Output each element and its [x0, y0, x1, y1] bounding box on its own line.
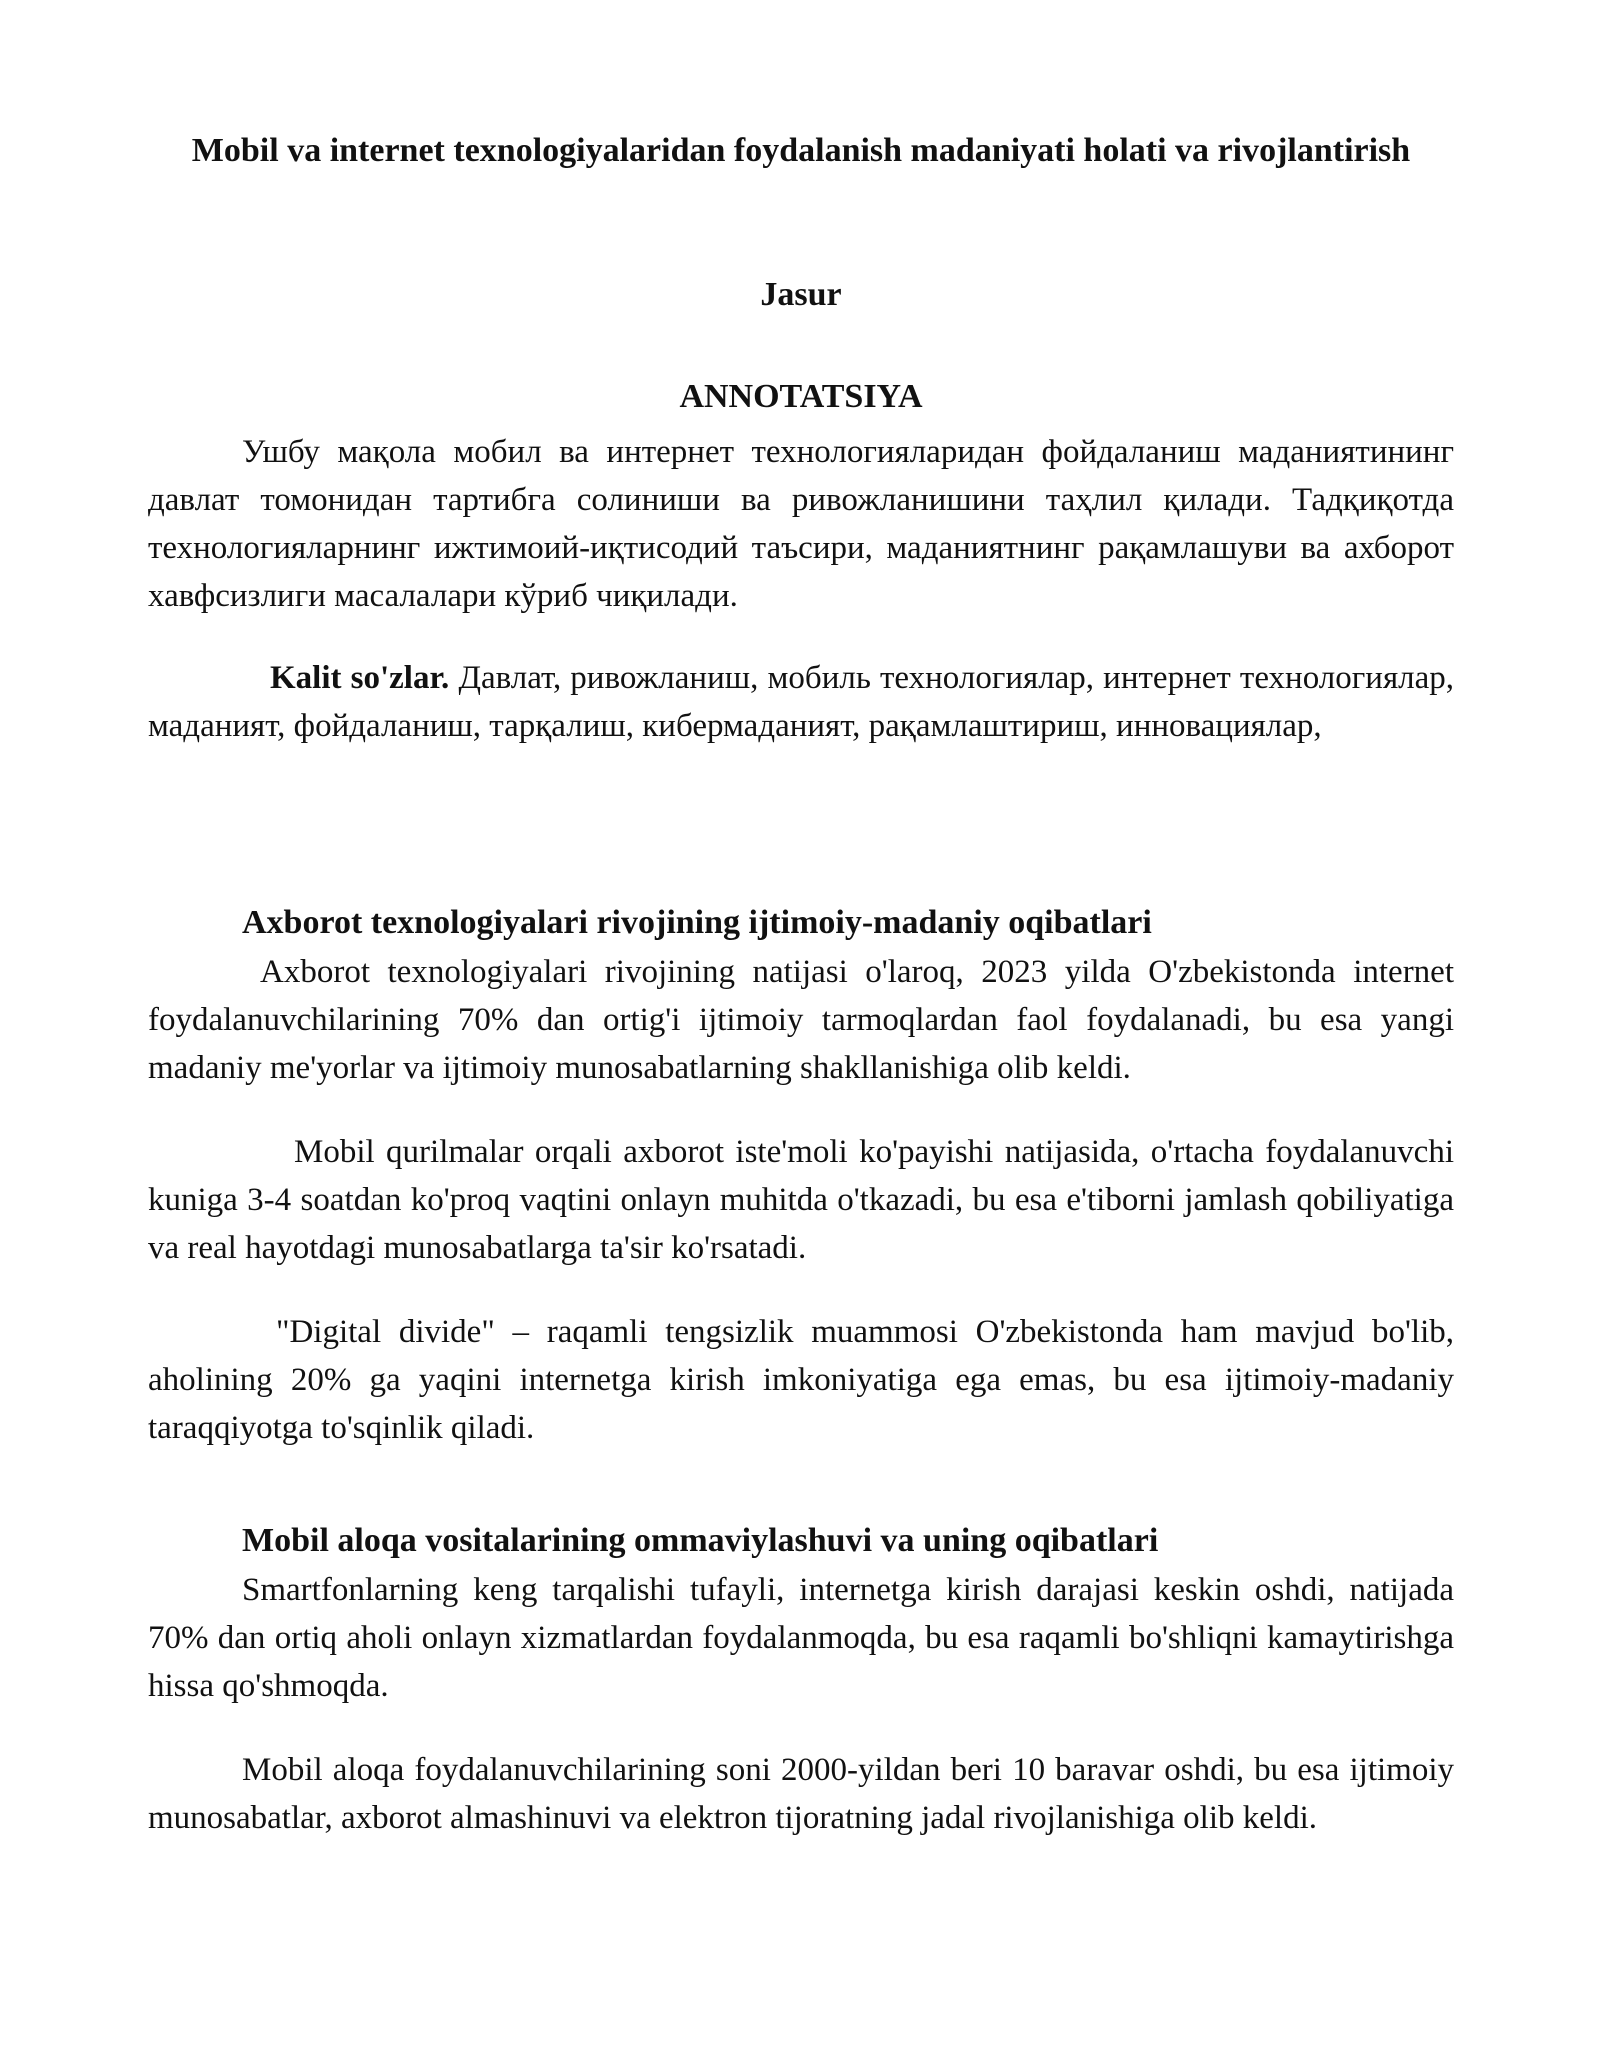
document-title: Mobil va internet texnologiyalaridan foydalanish madaniyati holati va rivojlantirish — [191, 132, 1411, 169]
section2-paragraph-2: Mobil aloqa foydalanuvchilarining soni 2000-yildan beri 10 baravar oshdi, bu esa ijtimoiy munosabatlar, axborot almashinuvi va elektron tijoratning jadal rivojlanishiga olib keldi. — [148, 1752, 1454, 1836]
section-heading-2: Mobil aloqa vositalarining ommaviylashuvi va uning oqibatlari — [242, 1522, 1159, 1559]
annotation-heading: ANNOTATSIYA — [679, 378, 923, 415]
keywords-label: Kalit so'zlar. — [270, 660, 450, 696]
section2-paragraph-1: Smartfonlarning keng tarqalishi tufayli, internetga kirish darajasi keskin oshdi, natijada 70% dan ortiq aholi onlayn xizmatlardan foydalanmoqda, bu esa raqamli bo'shliqni kamaytirishga hissa qo'shmoqda. — [148, 1572, 1454, 1704]
section1-paragraph-2: Mobil qurilmalar orqali axborot iste'moli ko'payishi natijasida, o'rtacha foydalanuvchi kuniga 3-4 soatdan ko'proq vaqtini onlayn muhitda o'tkazadi, bu esa e'tiborni jamlash qobiliyatiga va real hayotdagi munosabatlarga ta'sir ko'rsatadi. — [148, 1134, 1454, 1266]
section1-paragraph-3: "Digital divide" – raqamli tengsizlik muammosi O'zbekistonda ham mavjud bo'lib, aholining 20% ga yaqini internetga kirish imkoniyatiga ega emas, bu esa ijtimoiy-madaniy taraqqiyotga to'sqinlik qiladi. — [148, 1314, 1454, 1446]
annotation-paragraph: Ушбу мақола мобил ва интернет технологияларидан фойдаланиш маданиятининг давлат томонидан тартибга солиниши ва ривожланишини таҳлил қилади. Тадқиқотда технологияларнинг ижтимоий-иқтисодий таъсири, маданиятнинг рақамлашуви ва ахборот хавфсизлиги масалалари кўриб чиқилади. — [148, 434, 1454, 614]
section-heading-1: Axborot texnologiyalari rivojining ijtimoiy-madaniy oqibatlari — [242, 904, 1152, 941]
keywords-text: Давлат, ривожланиш, мобиль технологиялар, интернет технологиялар, маданият, фойдаланиш, тарқалиш, кибермаданият, рақамлаштириш, инновациялар, — [148, 660, 1454, 744]
section1-paragraph-1: Axborot texnologiyalari rivojining natijasi o'laroq, 2023 yilda O'zbekistonda internet foydalanuvchilarining 70% dan ortig'i ijtimoiy tarmoqlardan faol foydalanadi, bu esa yangi madaniy me'yorlar va ijtimoiy munosabatlarning shakllanishiga olib keldi. — [148, 954, 1454, 1086]
author-name: Jasur — [760, 276, 842, 313]
keywords-paragraph — [148, 654, 1454, 750]
